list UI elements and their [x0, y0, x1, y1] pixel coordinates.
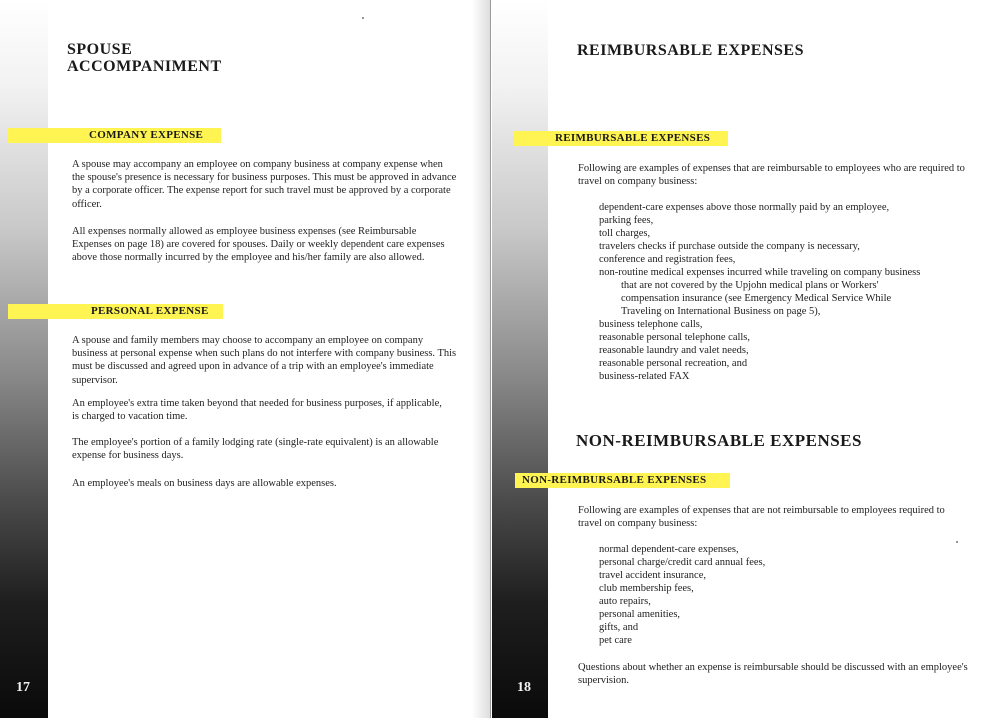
reimbursable-list: [599, 201, 944, 383]
page-title-line-2: ACCOMPANIMENT: [67, 58, 222, 75]
list-item: toll charges,: [599, 228, 651, 239]
list-item: reasonable personal recreation, and: [599, 358, 748, 369]
section-heading-label: NON-REIMBURSABLE EXPENSES: [522, 474, 707, 486]
section-heading-personal-expense: [8, 304, 223, 319]
scan-speck: [362, 17, 364, 19]
section-heading-label: PERSONAL EXPENSE: [91, 305, 209, 317]
scan-speck: [956, 541, 958, 543]
gutter-shadow: [472, 0, 490, 718]
page-side-band: [0, 0, 48, 718]
section-heading-label: COMPANY EXPENSE: [89, 129, 204, 141]
list-item: non-routine medical expenses incurred while traveling on company business that are not covered by the Upjohn medical plans or Workers' compensation insurance (see Emergency Medical Service While Traveling on International Business on page 5),: [599, 267, 921, 317]
closing-paragraph: Questions about whether an expense is reimbursable should be discussed with an employee's supervision.: [578, 662, 968, 687]
section-heading-reimbursable: [514, 131, 728, 146]
list-item: personal amenities,: [599, 609, 681, 620]
paragraph: A spouse may accompany an employee on company business at company expense when the spouse's presence is necessary for business purposes. This must be approved in advance by a corporate officer. The expense report for such travel must be approved by a corporate officer.: [72, 159, 457, 210]
list-item: auto repairs,: [599, 596, 651, 607]
paragraph: An employee's extra time taken beyond that needed for business purposes, if applicable, is charged to vacation time.: [72, 398, 442, 423]
paragraph: The employee's portion of a family lodging rate (single-rate equivalent) is an allowable expense for business days.: [72, 437, 439, 462]
page-title-line-1: SPOUSE: [67, 41, 133, 58]
section-intro: Following are examples of expenses that are reimbursable to employees who are required to travel on company business:: [578, 163, 965, 188]
paragraph: A spouse and family members may choose to accompany an employee on company business at personal expense when such plans do not interfere with company business. This must be discussed and agreed upon in advance of a trip with an employee's immediate supervisor.: [72, 335, 457, 386]
page-title: [67, 41, 222, 75]
page-18: [492, 0, 1000, 718]
list-item: personal charge/credit card annual fees,: [599, 557, 766, 568]
list-item: pet care: [599, 635, 632, 646]
list-item: parking fees,: [599, 215, 654, 226]
page-side-band: [492, 0, 548, 718]
list-item: business telephone calls,: [599, 319, 703, 330]
list-item: gifts, and: [599, 622, 639, 633]
page-17: [0, 0, 491, 718]
list-item: travel accident insurance,: [599, 570, 706, 581]
list-item: dependent-care expenses above those normally paid by an employee,: [599, 202, 890, 213]
section-heading-label: REIMBURSABLE EXPENSES: [555, 132, 711, 144]
list-item: business-related FAX: [599, 371, 690, 382]
page-number: 18: [517, 680, 531, 695]
paragraph: All expenses normally allowed as employee business expenses (see Reimbursable Expenses on page 18) are covered for spouses. Daily or weekly dependent care expenses above those normally incurred by the employee and his/her family are also allowed.: [72, 226, 445, 264]
section-title: NON-REIMBURSABLE EXPENSES: [576, 431, 862, 450]
page-number: 17: [16, 680, 30, 695]
section-intro: Following are examples of expenses that are not reimbursable to employees required to travel on company business:: [578, 505, 945, 530]
paragraph: An employee's meals on business days are allowable expenses.: [72, 478, 337, 489]
list-item: reasonable personal telephone calls,: [599, 332, 751, 343]
non-reimbursable-list: [599, 543, 899, 647]
list-item: reasonable laundry and valet needs,: [599, 345, 749, 356]
section-heading-company-expense: [8, 128, 221, 143]
list-item: conference and registration fees,: [599, 254, 736, 265]
list-item: club membership fees,: [599, 583, 694, 594]
section-heading-non-reimbursable: [515, 473, 730, 488]
list-item: normal dependent-care expenses,: [599, 544, 739, 555]
list-item: travelers checks if purchase outside the company is necessary,: [599, 241, 860, 252]
page-title: REIMBURSABLE EXPENSES: [577, 42, 804, 59]
